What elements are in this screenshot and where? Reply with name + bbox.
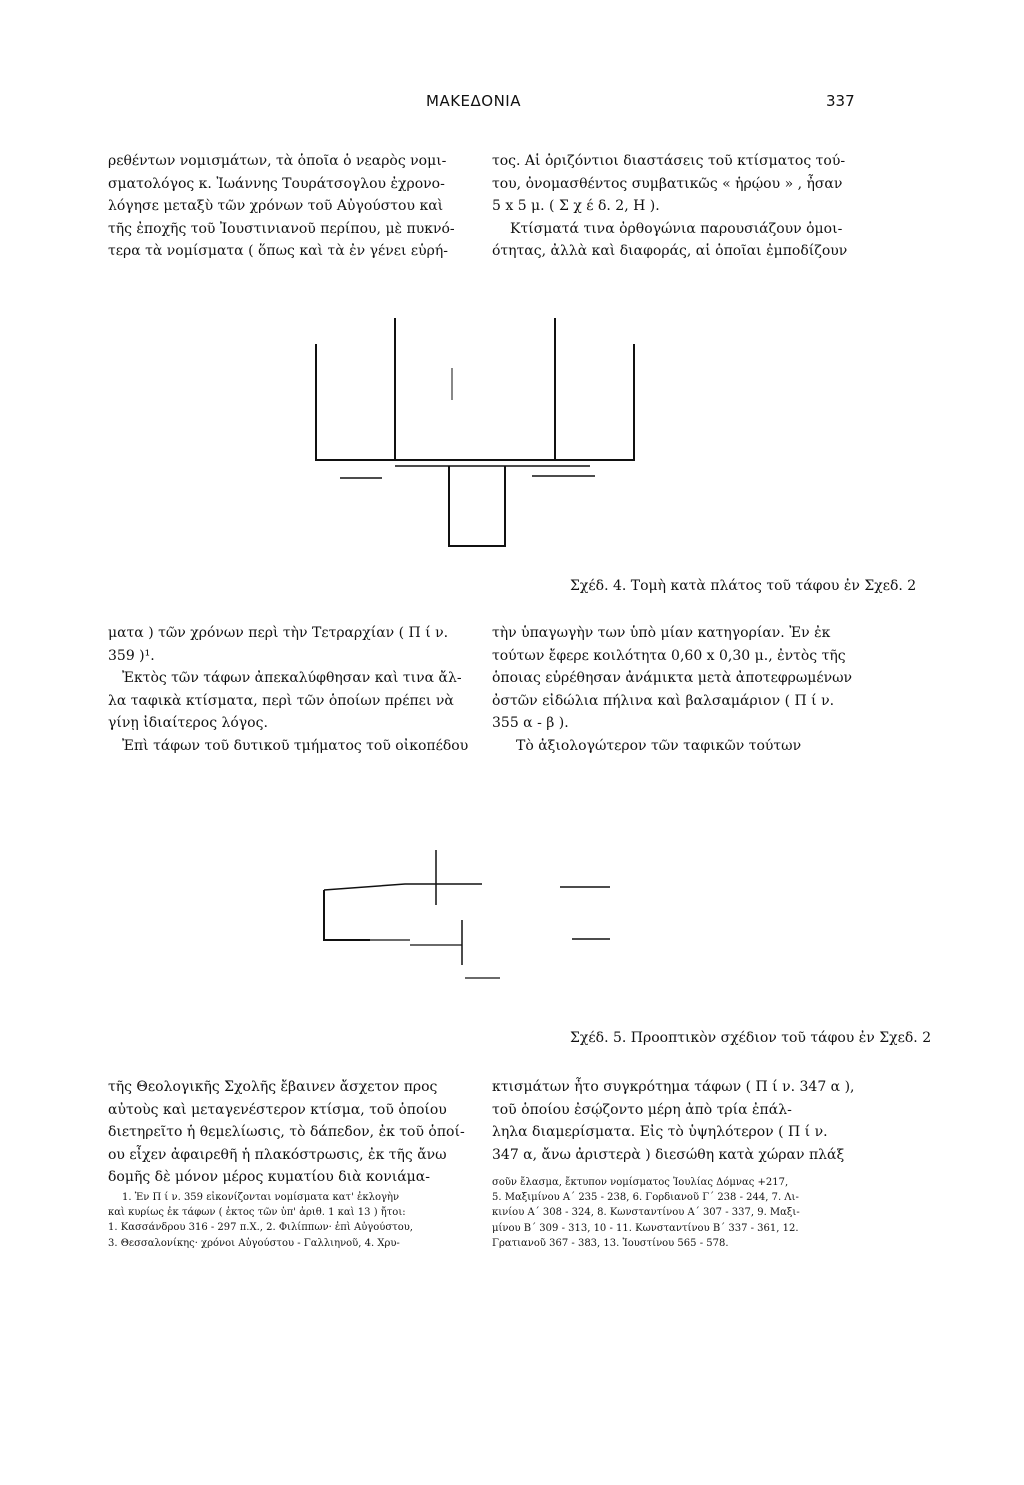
outer-wall [316, 344, 634, 460]
bottom-left-column [108, 1076, 468, 1189]
text-line: σματολόγος κ. Ἰωάννης Τουράτσογλου ἐχρονο- [108, 175, 445, 192]
footnote-line: 5. Μαξιμίνου Α΄ 235 - 238, 6. Γορδιανοῦ Γ΄ 238 - 244, 7. Λι- [492, 1192, 799, 1204]
footnote-line: μίνου Β΄ 309 - 313, 10 - 11. Κωνσταντίνου Β΄ 337 - 361, 12. [492, 1222, 799, 1234]
text-line: τῆς ἐποχῆς τοῦ Ἰουστινιανοῦ περίπου, μὲ πυκνό- [108, 220, 455, 237]
text-line: αὐτοὺς καὶ μεταγενέστερον κτίσμα, τοῦ ὁποίου [108, 1101, 447, 1118]
text-line: ληλα διαμερίσματα. Εἰς τὸ ὑψηλότερον ( Π ί ν. [492, 1124, 828, 1141]
text-line: τῆς Θεολογικῆς Σχολῆς ἔβαινεν ἄσχετον προς [108, 1079, 438, 1095]
figure-5-drawing [310, 845, 610, 985]
footnote-line: σοῦν ἔλασμα, ἔκτυπον νομίσματος Ἰουλίας Δόμνας +217, [492, 1177, 789, 1188]
text-line: 5 x 5 μ. ( Σ χ έ δ. 2, Η ). [492, 198, 660, 215]
text-line: τος. Αἱ ὁριζόντιοι διαστάσεις τοῦ κτίσματος τού- [492, 153, 846, 169]
top-edge-left [324, 884, 482, 890]
text-line: του, ὀνομασθέντος συμβατικῶς « ἡρῴου » , ἦσαν [492, 175, 843, 192]
top-right-column [492, 150, 867, 263]
text-line: γίνῃ ἰδιαίτερος λόγος. [108, 715, 268, 732]
text-line: Τὸ ἀξιολογώτερον τῶν ταφικῶν τούτων [516, 737, 802, 754]
footnote-line: 3. Θεσσαλονίκης· χρόνοι Αὐγούστου - Γαλλιηνοῦ, 4. Χρυ- [108, 1237, 400, 1249]
figure-4-drawing [300, 308, 660, 558]
text-line: ὁποιας εὑρέθησαν ἀνάμικτα μετὰ ἀποτεφρωμένων [492, 670, 853, 687]
text-line: ότητας, ἀλλὰ καὶ διαφοράς, αἱ ὁποῖαι ἐμποδίζουν [492, 243, 848, 260]
text-line: 347 α, ἄνω ἀριστερὰ ) διεσώθη κατὰ χώραν πλάξ [492, 1146, 845, 1163]
text-line: 359 )¹. [108, 647, 155, 664]
text-line: ρεθέντων νομισμάτων, τὰ ὁποῖα ὁ νεαρὸς νομι- [108, 153, 447, 169]
page-number: 337 [826, 92, 855, 110]
text-line: Ἐκτὸς τῶν τάφων ἀπεκαλύφθησαν καὶ τινα ἄλ- [122, 670, 462, 687]
pit [449, 466, 505, 546]
footnote-left [108, 1190, 468, 1251]
text-line: λα ταφικὰ κτίσματα, περὶ τῶν ὁποίων πρέπει νὰ [108, 692, 454, 709]
text-line: δομῆς δὲ μόνον μέρος κυματίου διὰ κονιάμα- [108, 1169, 430, 1186]
text-line: διετηρεῖτο ἡ θεμελίωσις, τὸ δάπεδον, ἐκ τοῦ ὁποί- [108, 1124, 465, 1141]
footnote-right [492, 1175, 872, 1251]
footnote-line: κινίου Α΄ 308 - 324, 8. Κωνσταντίνου Α΄ 307 - 337, 9. Μαξι- [492, 1207, 800, 1219]
text-line: ου εἶχεν ἀφαιρεθῆ ἡ πλακόστρωσις, ἐκ τῆς ἄνω [108, 1146, 447, 1163]
bottom-right-column [492, 1076, 872, 1166]
text-line: ὀστῶν εἰδώλια πήλινα καὶ βαλσαμάριον ( Π ί ν. [492, 692, 835, 709]
text-line: 355 α - β ). [492, 715, 569, 732]
top-left-column [108, 150, 453, 263]
middle-right-column [492, 622, 872, 758]
text-line: κτισμάτων ἦτο συγκρότημα τάφων ( Π ί ν. 347 α ), [492, 1079, 855, 1095]
text-line: τερα τὰ νομίσματα ( ὅπως καὶ τὰ ἐν γένει εὑρή- [108, 243, 449, 260]
running-title: ΜΑΚΕΔΟΝΙΑ [426, 92, 521, 110]
footnote-line: 1. Κασσάνδρου 316 - 297 π.Χ., 2. Φιλίππων· ἐπὶ Αὐγούστου, [108, 1222, 413, 1234]
figure-4-caption: Σχέδ. 4. Τομὴ κατὰ πλάτος τοῦ τάφου ἐν Σχεδ. 2 [570, 578, 917, 594]
text-line: τοῦ ὁποίου ἐσῴζοντο μέρη ἀπὸ τρία ἐπάλ- [492, 1101, 792, 1118]
left-box [324, 890, 370, 940]
footnote-line: 1. Ἐν Π ί ν. 359 εἰκονίζονται νομίσματα κατ' ἐκλογὴν [122, 1192, 400, 1203]
figure-5-caption: Σχέδ. 5. Προοπτικὸν σχέδιον τοῦ τάφου ἐν Σχεδ. 2 [570, 1030, 932, 1046]
text-line: Κτίσματά τινα ὀρθογώνια παρουσιάζουν ὁμοι- [510, 220, 843, 237]
running-header [0, 92, 1024, 116]
text-line: Ἐπὶ τάφων τοῦ δυτικοῦ τμήματος τοῦ οἰκοπέδου [122, 737, 469, 754]
middle-left-column [108, 622, 468, 758]
text-line: λόγησε μεταξὺ τῶν χρόνων τοῦ Αὐγούστου καὶ [108, 198, 444, 215]
text-line: ματα ) τῶν χρόνων περὶ τὴν Τετραρχίαν ( Π ί ν. [108, 625, 449, 641]
footnote-line: καὶ κυρίως ἐκ τάφων ( ἐκτος τῶν ὑπ' ἀριθ. 1 καὶ 13 ) ἤτοι: [108, 1207, 406, 1219]
text-line: τὴν ὑπαγωγὴν των ὑπὸ μίαν κατηγορίαν. Ἐν ἐκ [492, 625, 831, 641]
footnote-line: Γρατιανοῦ 367 - 383, 13. Ἰουστίνου 565 - 578. [492, 1237, 729, 1249]
text-line: τούτων ἔφερε κοιλότητα 0,60 x 0,30 μ., ἐντὸς τῆς [492, 647, 846, 664]
